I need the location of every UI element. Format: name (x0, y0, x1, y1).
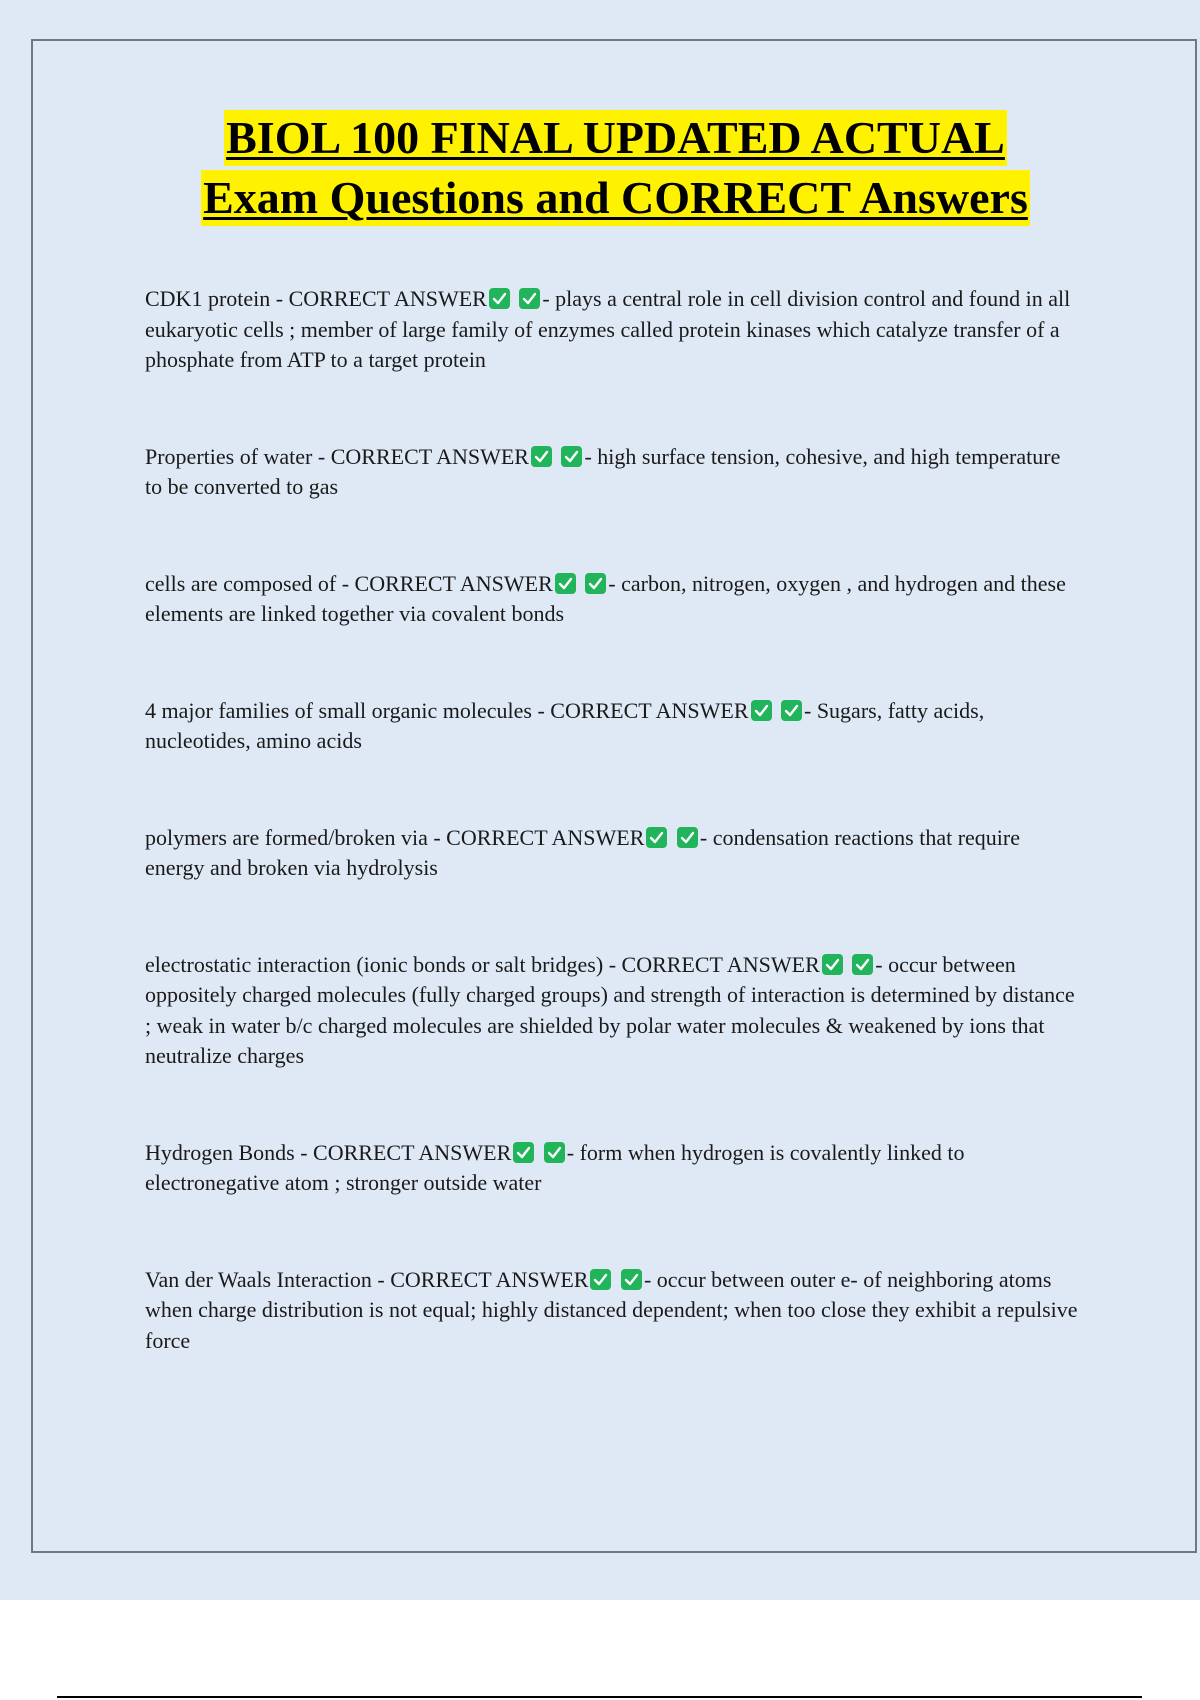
question-term: cells are composed of (145, 570, 337, 596)
correct-answer-label: - CORRECT ANSWER (377, 1266, 589, 1292)
check-mark-icon (519, 288, 540, 309)
check-mark-icon (621, 1269, 642, 1290)
check-mark-icon (677, 827, 698, 848)
check-mark-icon (513, 1142, 534, 1163)
qa-entry (145, 284, 1080, 376)
correct-answer-label: - CORRECT ANSWER (300, 1139, 512, 1165)
answer-text: - condensation reactions that require energy and broken via hydrolysis (145, 824, 1021, 880)
question-term: Van der Waals Interaction (145, 1266, 372, 1292)
question-term: electrostatic interaction (ionic bonds or salt bridges) (145, 951, 604, 977)
question-term: polymers are formed/broken via (145, 824, 428, 850)
document-title (0, 108, 1200, 228)
qa-entry (145, 569, 1080, 630)
check-mark-icon (590, 1269, 611, 1290)
title-line-2: Exam Questions and CORRECT Answers (201, 170, 1030, 226)
qa-entry (145, 696, 1080, 757)
check-mark-icon (489, 288, 510, 309)
correct-answer-label: - CORRECT ANSWER (608, 951, 820, 977)
question-term: Hydrogen Bonds (145, 1139, 295, 1165)
check-mark-icon (852, 954, 873, 975)
answer-text: - carbon, nitrogen, oxygen , and hydrogen and these elements are linked together via covalent bonds (145, 570, 1066, 626)
answer-text: - form when hydrogen is covalently linked to electronegative atom ; stronger outside water (145, 1139, 965, 1195)
correct-answer-label: - CORRECT ANSWER (275, 286, 487, 311)
answer-text: - occur between outer e- of neighboring atoms when charge distribution is not equal; highly distanced dependent; when too close they exhibit a repulsive force (145, 1266, 1078, 1353)
answer-text: - high surface tension, cohesive, and high temperature to be converted to gas (145, 443, 1061, 499)
check-mark-icon (646, 827, 667, 848)
qa-entry (145, 950, 1080, 1072)
check-mark-icon (822, 954, 843, 975)
check-mark-icon (544, 1142, 565, 1163)
question-term: 4 major families of small organic molecules (145, 697, 532, 723)
qa-entry (145, 1138, 1080, 1199)
answer-text: - occur between oppositely charged molecules (fully charged groups) and strength of interaction is determined by distance ; weak in water b/c charged molecules are shielded by polar water molecules & weakened by ions that neutralize charges (145, 951, 1075, 1068)
check-mark-icon (585, 573, 606, 594)
check-mark-icon (555, 573, 576, 594)
check-mark-icon (751, 700, 772, 721)
correct-answer-label: - CORRECT ANSWER (537, 697, 749, 723)
qa-entry (145, 442, 1080, 503)
qa-entry (145, 823, 1080, 884)
qa-entry (145, 1265, 1080, 1357)
footer-divider (57, 1696, 1142, 1698)
question-term: Properties of water (145, 443, 313, 469)
check-mark-icon (531, 446, 552, 467)
correct-answer-label: - CORRECT ANSWER (341, 570, 553, 596)
check-mark-icon (561, 446, 582, 467)
question-term: CDK1 protein (145, 286, 271, 311)
qa-list (145, 284, 1080, 1422)
correct-answer-label: - CORRECT ANSWER (317, 443, 529, 469)
answer-text: - plays a central role in cell division control and found in all eukaryotic cells ; member of large family of enzymes called protein kinases which catalyze transfer of a phosphate from ATP to a target protein (145, 286, 1071, 372)
title-line-1: BIOL 100 FINAL UPDATED ACTUAL (224, 110, 1007, 166)
answer-text: - Sugars, fatty acids, nucleotides, amino acids (145, 697, 985, 753)
correct-answer-label: - CORRECT ANSWER (433, 824, 645, 850)
check-mark-icon (781, 700, 802, 721)
